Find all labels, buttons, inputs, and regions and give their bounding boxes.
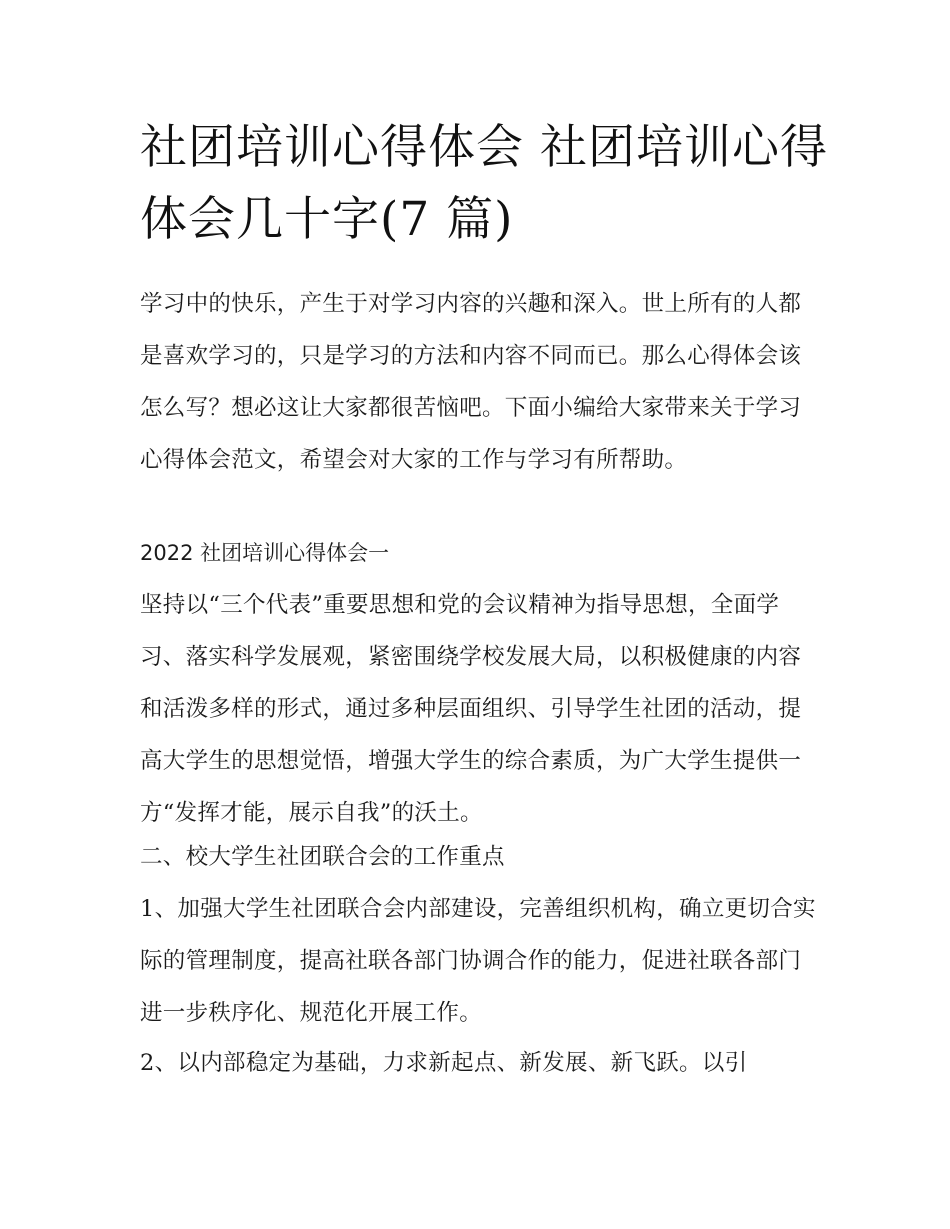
section-paragraph: 坚持以“三个代表”重要思想和党的会议精神为指导思想，全面学习、落实科学发展观，紧密围绕学校发展大局，以积极健康的内容和活泼多样的形式，通过多种层面组织、引导学生社团的活动，提高大学生的思想觉悟，增强大学生的综合素质，为广大学生提供一方“发挥才能，展示自我”的沃土。 bbox=[140, 592, 802, 826]
list-item-1: 1、加强大学生社团联合会内部建设，完善组织机构，确立更切合实际的管理制度，提高社联各部门协调合作的能力，促进社联各部门进一步秩序化、规范化开展工作。 bbox=[140, 896, 816, 1026]
list-item-2: 2、以内部稳定为基础，力求新起点、新发展、新飞跃。以引 bbox=[140, 1050, 748, 1076]
intro-paragraph: 学习中的快乐，产生于对学习内容的兴趣和深入。世上所有的人都是喜欢学习的，只是学习的方法和内容不同而已。那么心得体会该怎么写？想必这让大家都很苦恼吧。下面小编给大家带来关于学习心得体会范文，希望会对大家的工作与学习有所帮助。 bbox=[140, 291, 802, 473]
subheading: 二、校大学生社团联合会的工作重点 bbox=[140, 844, 505, 870]
section-title: 2022 社团培训心得体会一 bbox=[140, 541, 390, 565]
document-title: 社团培训心得体会 社团培训心得体会几十字(7 篇) bbox=[140, 120, 828, 247]
